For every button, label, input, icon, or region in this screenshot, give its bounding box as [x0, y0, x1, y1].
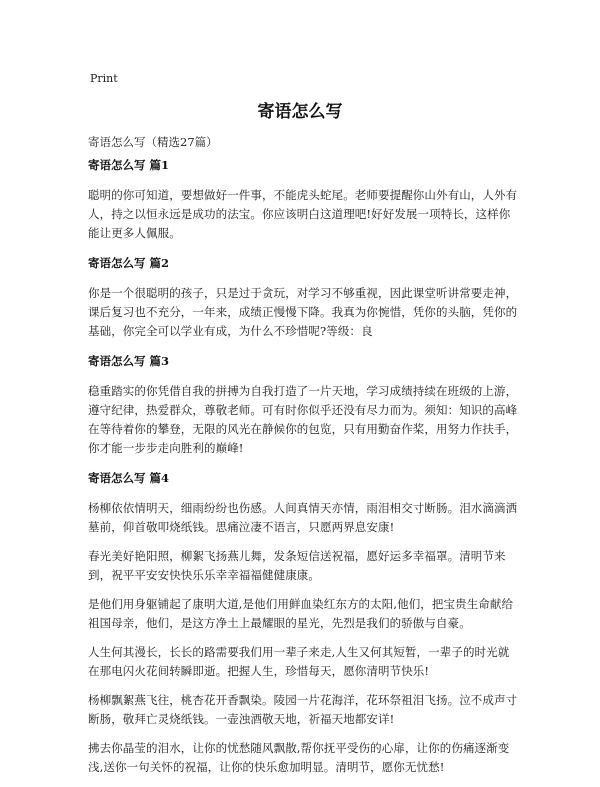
section-paragraph: 春光美好艳阳照，柳絮飞扬燕儿舞，发条短信送祝福，愿好运多幸福罩。清明节来到，祝平平安安快快乐乐幸幸福福健健康康。	[88, 549, 506, 582]
document-subtitle: 寄语怎么写（精选27篇）	[88, 135, 218, 149]
section-heading: 寄语怎么写 篇3	[88, 354, 170, 368]
section-heading: 寄语怎么写 篇2	[88, 256, 170, 270]
page-title: 寄语怎么写	[257, 102, 343, 122]
section-paragraph: 杨柳飘絮燕飞往，桃杏花开香飘染。陵园一片花海洋，花环祭祖泪飞扬。泣不成声寸断肠，敬拜亡灵烧纸钱。一壶浊酒敬天地，祈福天地都安详!	[88, 693, 518, 726]
print-label[interactable]: Print	[90, 72, 118, 85]
section-paragraph: 杨柳依依情明天，细雨纷纷也伤感。人间真情天亦情，雨泪相交寸断肠。泪水滴滴洒墓前，仰首敬叩烧纸钱。思痛泣凄不语言，只愿两界息安康!	[88, 501, 518, 534]
section-paragraph: 你是一个很聪明的孩子，只是过于贪玩，对学习不够重视，因此课堂听讲常要走神，课后复习也不充分，一年来，成绩正慢慢下降。我真为你惋惜，凭你的头脑，凭你的基础，你完全可以学业有成，为什么不珍惜呢?等级：良	[88, 286, 518, 338]
section-paragraph: 是他们用身躯铺起了康明大道,是他们用鲜血染红东方的太阳,他们，把宝贵生命献给祖国母亲，他们，是这方净土上最耀眼的星光，先烈是我们的骄傲与自豪。	[88, 597, 514, 630]
section-heading: 寄语怎么写 篇1	[88, 158, 170, 172]
section-paragraph: 聪明的你可知道，要想做好一件事，不能虎头蛇尾。老师要提醒你山外有山，人外有人，持之以恒永远是成功的法宝。你应该明白这道理吧!好好发展一项特长，这样你能让更多人佩服。	[88, 188, 518, 240]
document-body	[88, 157, 520, 787]
section-paragraph: 拂去你晶莹的泪水，让你的忧愁随风飘散,帮你抚平受伤的心扉，让你的伤痛逐渐变浅,送你一句关怀的祝福，让你的快乐愈加明显。清明节，愿你无忧愁!	[88, 741, 510, 774]
section-paragraph: 稳重踏实的你凭借自我的拼搏为自我打造了一片天地，学习成绩持续在班级的上游，遵守纪律，热爱群众，尊敬老师。可有时你似乎还没有尽力而为。须知：知识的高峰在等待着你的攀登，无限的风光在静候你的包览，只有用勤奋作桨，用努力作扶手，你才能一步步走向胜利的巅峰!	[88, 384, 518, 455]
section-paragraph: 人生何其漫长，长长的路需要我们用一辈子来走,人生又何其短暂，一辈子的时光就在那电闪火花间转瞬即逝。把握人生，珍惜每天，愿你清明节快乐!	[88, 645, 510, 678]
section-heading: 寄语怎么写 篇4	[88, 471, 170, 485]
